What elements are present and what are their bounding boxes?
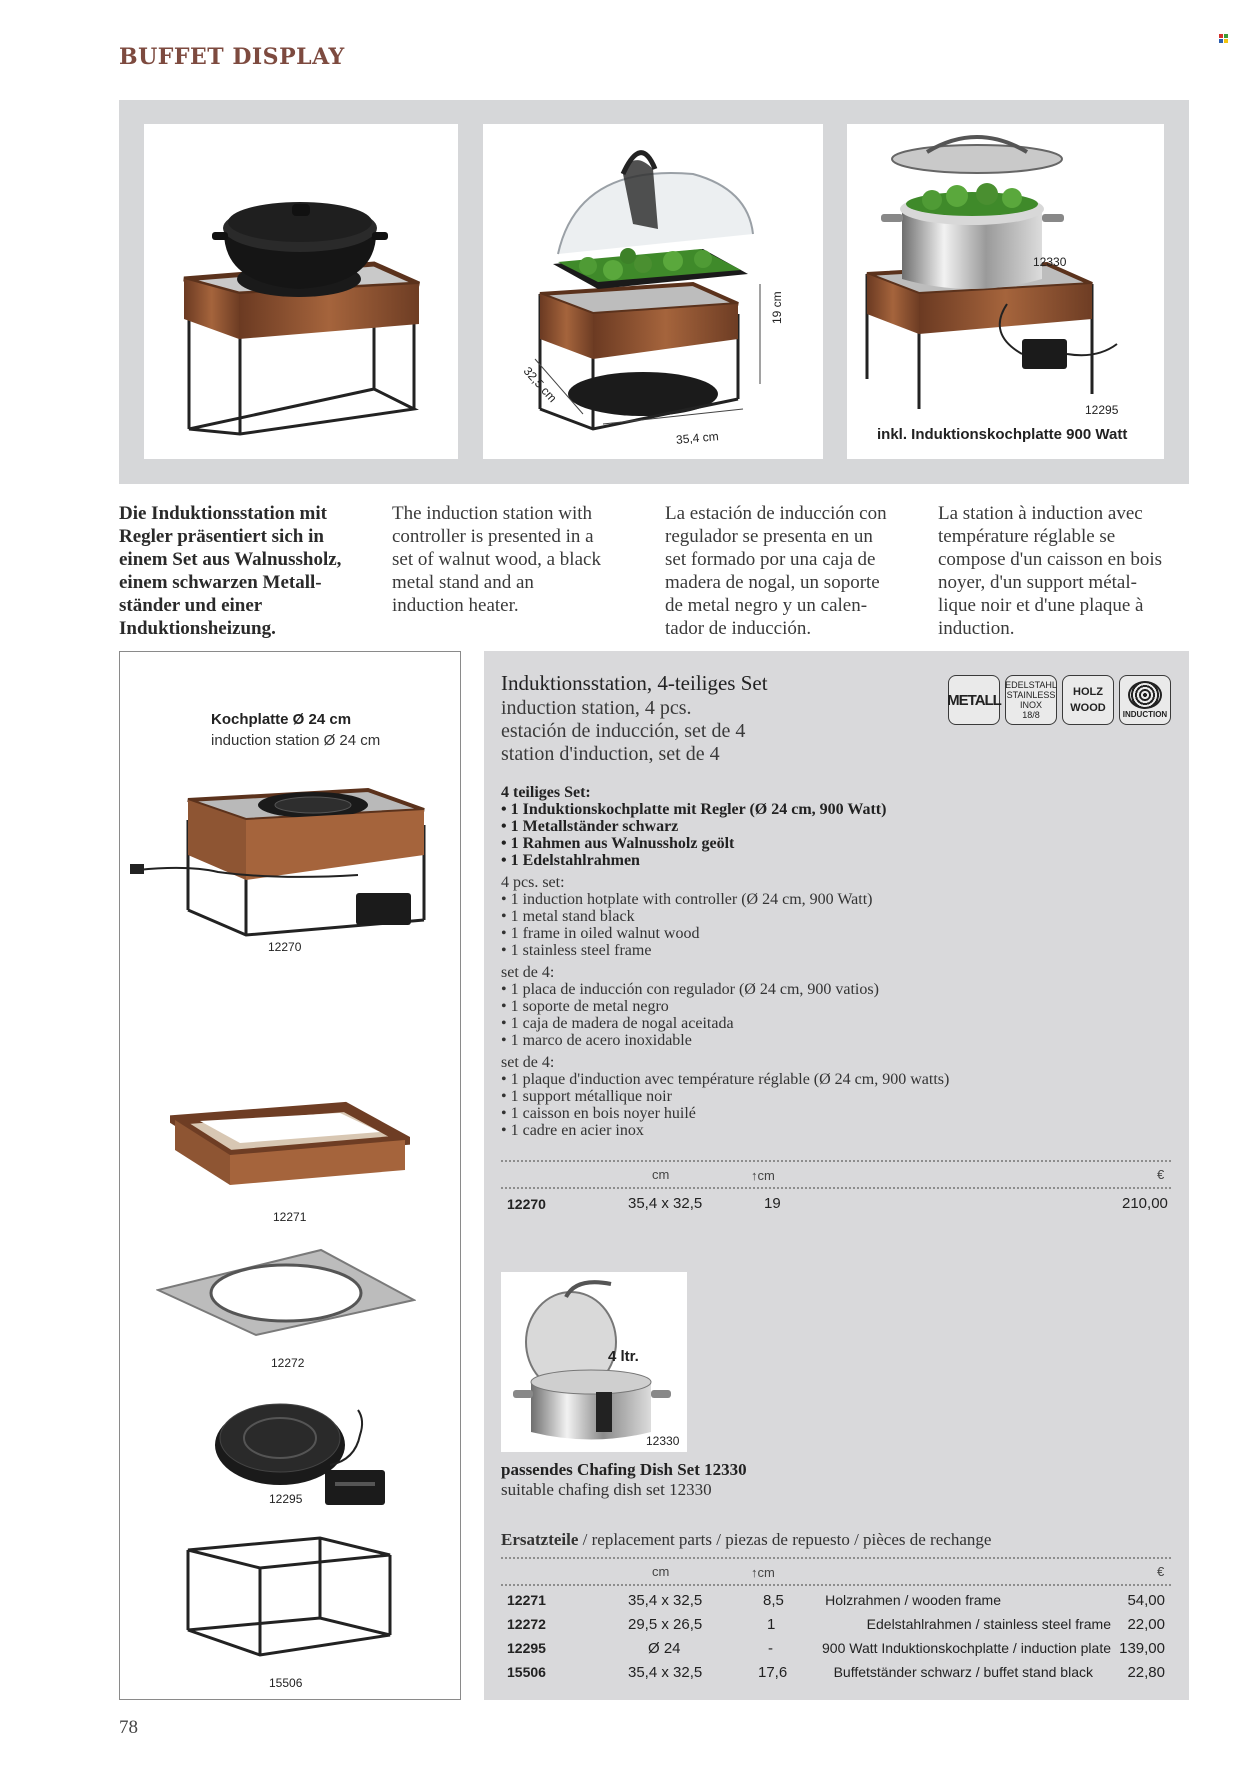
- description-en: The induction station with controller is presented in a set of walnut wood, a black metal stand and an induction heater.: [392, 503, 601, 616]
- component-15506-image: [180, 1530, 405, 1670]
- induction-badge: INDUCTION: [1119, 675, 1171, 725]
- table-row: 12272 29,5 x 26,5 1 Edelstahlrahmen / stainless steel frame 22,00: [507, 1616, 1165, 1633]
- description-es: La estación de inducción con regulador se presenta en un set formado por una caja de madera de nogal, un soporte de metal negro y un calen- tador de inducción.: [665, 503, 887, 639]
- product-code: 12270: [507, 1196, 546, 1212]
- product-price: 210,00: [1122, 1195, 1168, 1212]
- component-15506-label: 15506: [269, 1676, 303, 1690]
- height-arrow-icon: ↑: [751, 1565, 758, 1580]
- product-subtitle-fr: station d'induction, set de 4: [501, 743, 720, 765]
- description-fr: La station à induction avec température réglable se compose d'un caisson en bois noyer, d'un support métal- lique noir et d'une plaque à induction.: [938, 503, 1163, 639]
- col-header-dimensions: cm: [652, 1564, 670, 1579]
- set-list-fr: set de 4: • 1 plaque d'induction avec température réglable (Ø 24 cm, 900 watts) • 1 support métallique noir • 1 caisson en bois noyer huilé • 1 cadre en acier inox: [501, 1054, 950, 1139]
- component-12270-label: 12270: [268, 940, 302, 954]
- metal-badge: METALL: [948, 675, 1000, 725]
- color-marker-icon: [1219, 34, 1228, 43]
- product-subtitle-en: induction station, 4 pcs.: [501, 697, 692, 719]
- set-list-es: set de 4: • 1 placa de inducción con regulador (Ø 24 cm, 900 vatios) • 1 soporte de metal negro • 1 caja de madera de nogal aceitada • 1 marco de acero inoxidable: [501, 964, 879, 1049]
- spare-parts-heading: Ersatzteile / replacement parts / piezas de repuesto / pièces de rechange: [501, 1530, 992, 1549]
- component-12272-label: 12272: [271, 1356, 305, 1370]
- table-row: 15506 35,4 x 32,5 17,6 Buffetständer schwarz / buffet stand black 22,80: [507, 1664, 1165, 1681]
- photo-station-with-chafing-dish: [847, 124, 1164, 459]
- component-12272-image: [156, 1245, 416, 1350]
- dimension-height-label: 19 cm: [770, 291, 784, 324]
- spare-parts-table: [501, 1592, 1171, 1688]
- hotplate-title-en: induction station Ø 24 cm: [211, 732, 381, 749]
- component-12295-image: [210, 1390, 410, 1515]
- chafing-dish-image: [501, 1272, 687, 1452]
- col-header-height: ↑cm: [751, 1168, 775, 1183]
- set-list-en: 4 pcs. set: • 1 induction hotplate with controller (Ø 24 cm, 900 Watt) • 1 metal stand black • 1 frame in oiled walnut wood • 1 stainless steel frame: [501, 874, 873, 959]
- photo-station-with-dome: [483, 124, 823, 459]
- col-header-dimensions: cm: [652, 1167, 670, 1182]
- table-row: 12271 35,4 x 32,5 8,5 Holzrahmen / wooden frame 54,00: [507, 1592, 1165, 1609]
- section-title: BUFFET DISPLAY: [119, 44, 345, 70]
- induction-icon: [1128, 681, 1162, 709]
- chafing-image-label: 12330: [646, 1434, 680, 1448]
- table-divider: [501, 1160, 1171, 1162]
- table-divider: [501, 1557, 1171, 1559]
- dimension-width-label: 35,4 cm: [675, 429, 720, 447]
- label-12295: 12295: [1085, 403, 1119, 417]
- col-header-height: ↑cm: [751, 1565, 775, 1580]
- table-divider: [501, 1187, 1171, 1189]
- product-subtitle-es: estación de inducción, set de 4: [501, 720, 746, 742]
- product-dimensions: 35,4 x 32,5: [628, 1195, 703, 1212]
- stainless-steel-badge: EDELSTAHL STAINLESS INOX 18/8: [1005, 675, 1057, 725]
- product-height: 19: [764, 1195, 781, 1212]
- chafing-subtitle: suitable chafing dish set 12330: [501, 1480, 712, 1499]
- component-12295-label: 12295: [269, 1492, 303, 1506]
- component-12270-image: [128, 780, 448, 940]
- table-row: 12295 Ø 24 - 900 Watt Induktionskochplatte / induction plate 139,00: [507, 1640, 1165, 1657]
- dimension-depth-label: 32,5 cm: [520, 364, 560, 406]
- set-list-de: 4 teiliges Set: • 1 Induktionskochplatte mit Regler (Ø 24 cm, 900 Watt) • 1 Metallständer schwarz • 1 Rahmen aus Walnussholz geölt • 1 Edelstahlrahmen: [501, 784, 887, 869]
- hotplate-title-de: Kochplatte Ø 24 cm: [211, 711, 352, 728]
- col-header-price: €: [1157, 1564, 1165, 1579]
- label-12330: 12330: [1033, 255, 1067, 269]
- component-12271-image: [170, 1085, 410, 1205]
- height-arrow-icon: ↑: [751, 1168, 758, 1183]
- chafing-title: passendes Chafing Dish Set 12330: [501, 1460, 747, 1479]
- page-number: 78: [119, 1717, 138, 1738]
- chafing-volume-label: 4 ltr.: [608, 1348, 639, 1365]
- component-12271-label: 12271: [273, 1210, 307, 1224]
- included-note: inkl. Induktionskochplatte 900 Watt: [877, 426, 1128, 443]
- table-divider: [501, 1584, 1171, 1586]
- description-de: Die Induktionsstation mit Regler präsentiert sich in einem Set aus Walnussholz, einem schwarzen Metall- ständer und einer Induktionsheizung.: [119, 503, 342, 639]
- col-header-price: €: [1157, 1167, 1165, 1182]
- wood-badge: HOLZ WOOD: [1062, 675, 1114, 725]
- photo-station-with-pot: [144, 124, 458, 459]
- product-title: Induktionsstation, 4-teiliges Set: [501, 671, 768, 695]
